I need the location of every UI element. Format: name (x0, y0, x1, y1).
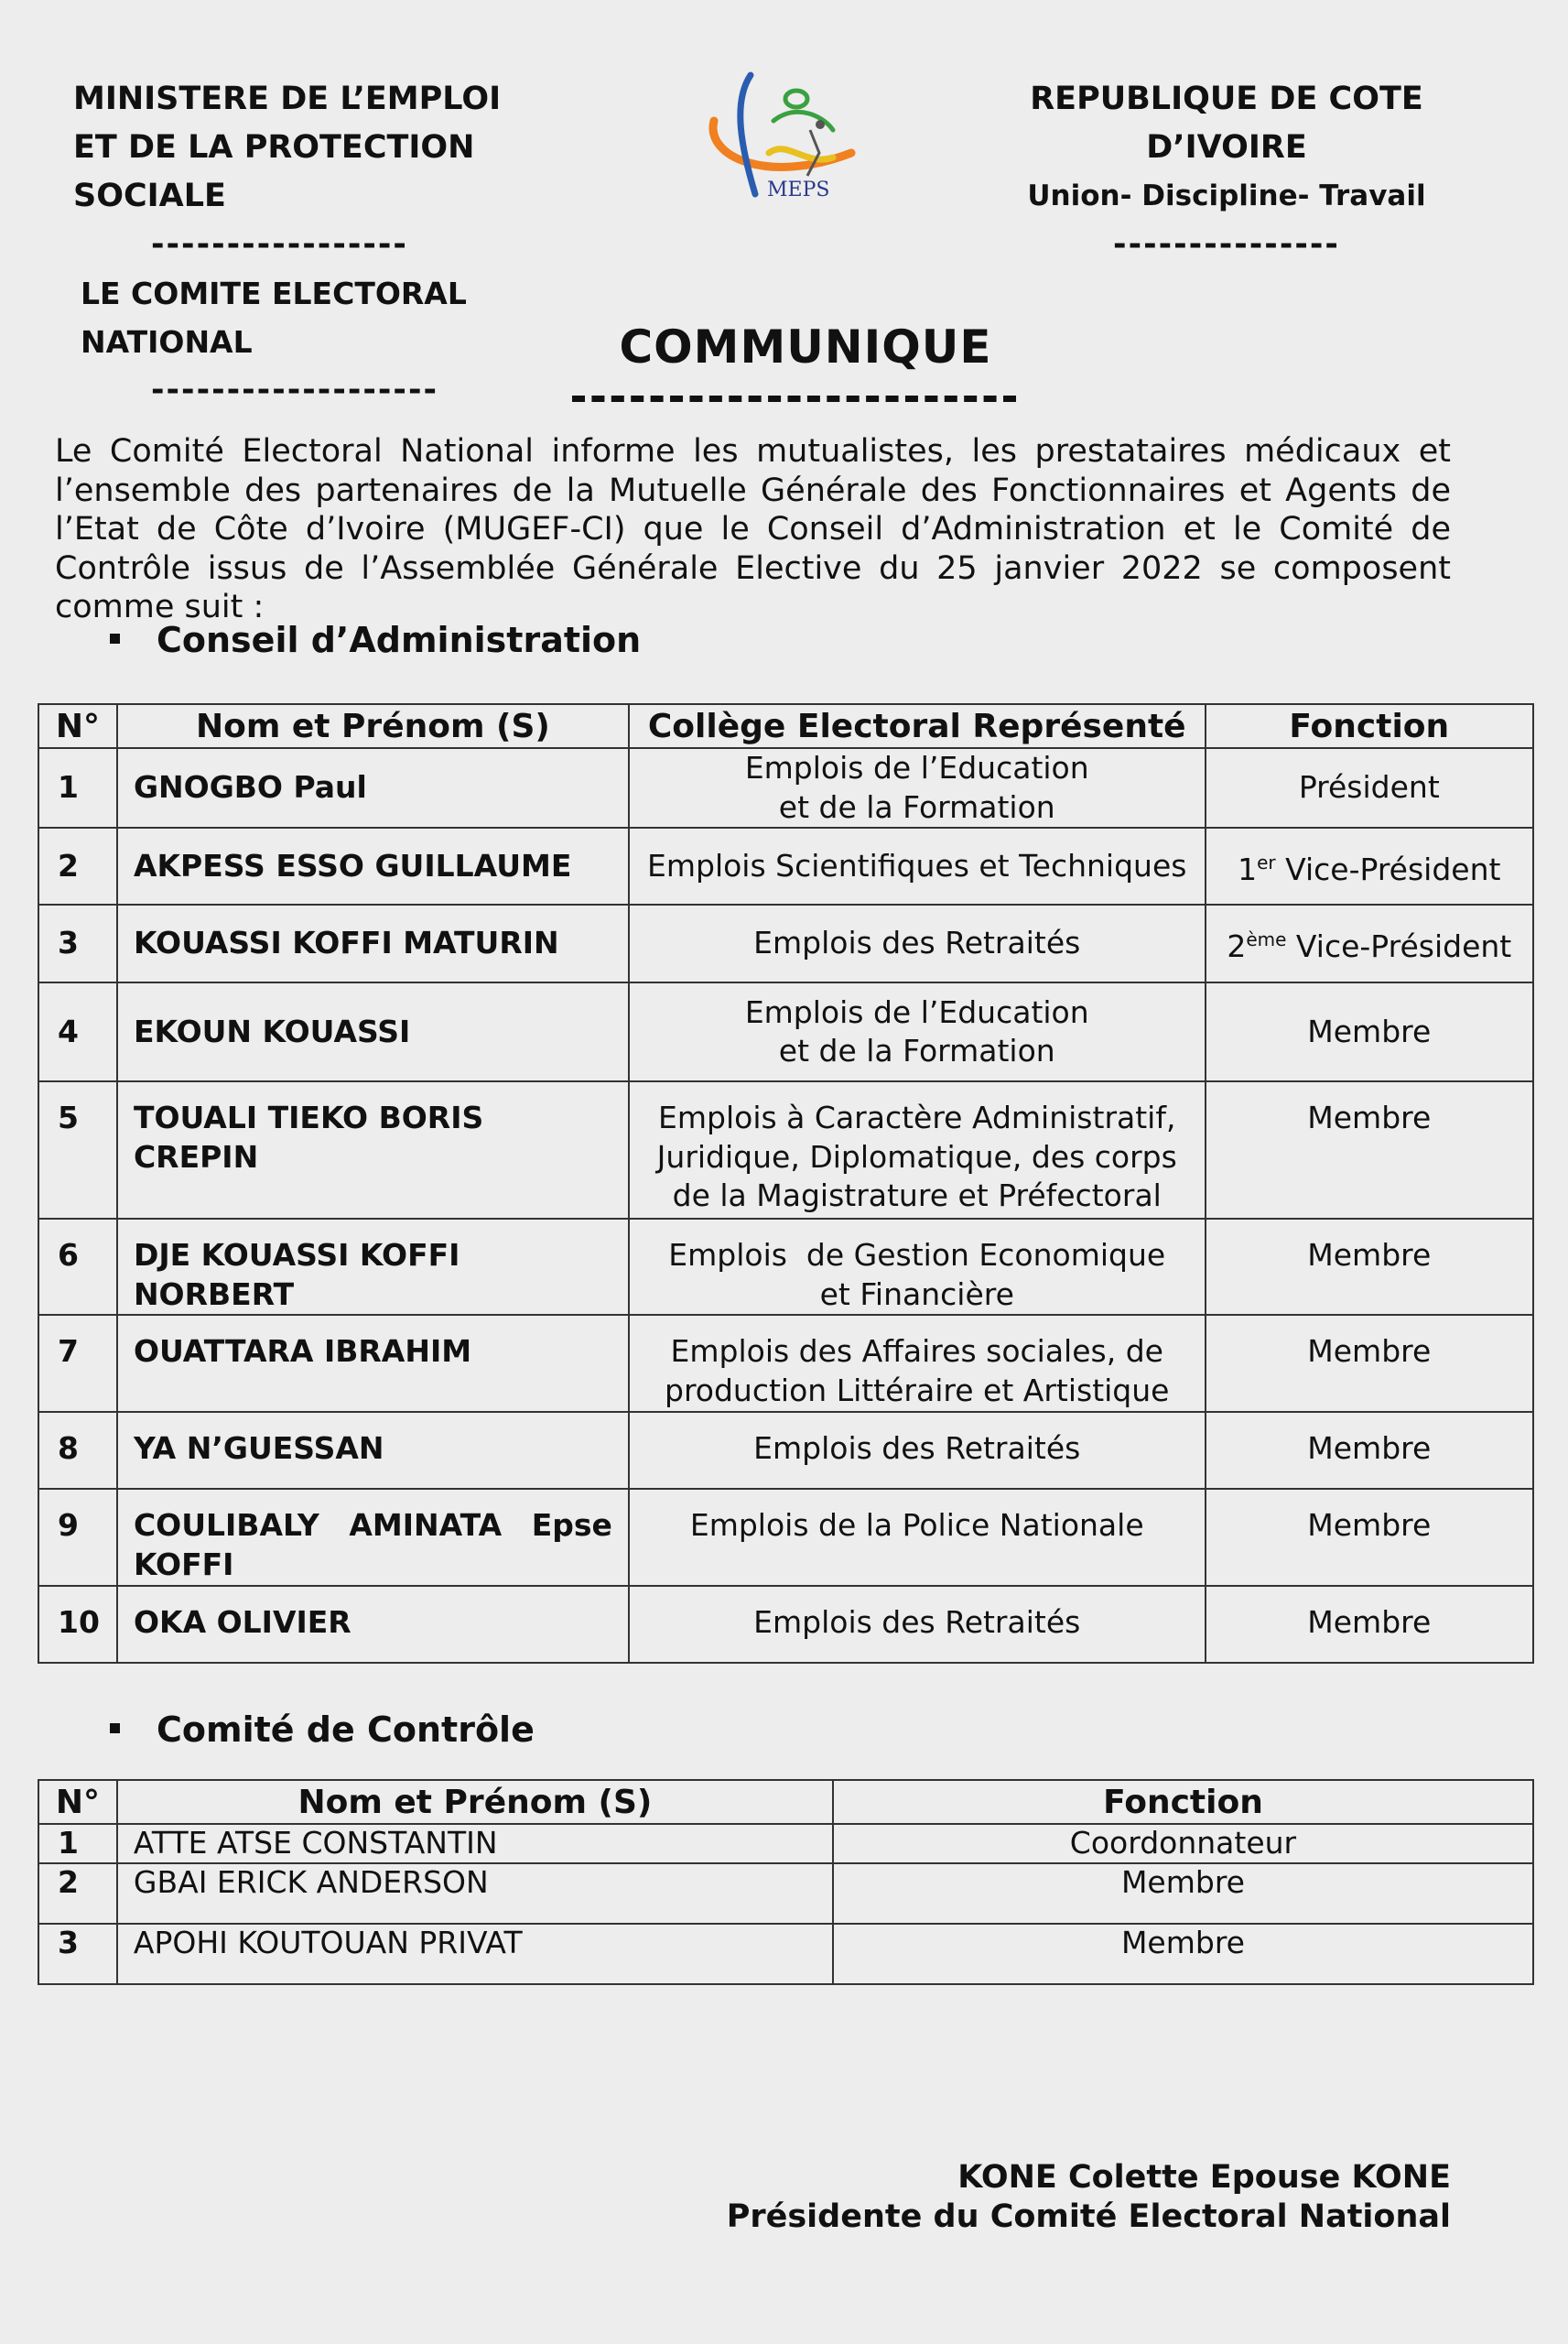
row-num: 1 (38, 748, 117, 828)
table-row (38, 1924, 1533, 1984)
row-name: YA N’GUESSAN (117, 1412, 629, 1489)
row-function: Membre (833, 1924, 1533, 1984)
college-line: et Financière (819, 1275, 1014, 1312)
row-college: Emplois des Retraités (629, 1586, 1206, 1663)
table-row (38, 748, 1533, 828)
table-row (38, 1412, 1533, 1489)
row-function: Membre (1206, 1412, 1533, 1489)
republic-separator: --------------- (1113, 226, 1340, 263)
bullet-icon (110, 1723, 120, 1733)
row-num: 6 (38, 1219, 117, 1315)
table-row (38, 1863, 1533, 1924)
row-college: Emplois Scientifiques et Techniques (629, 828, 1206, 905)
table-row (38, 1219, 1533, 1315)
row-num: 1 (38, 1824, 117, 1863)
ministry-line-1: MINISTERE DE L’EMPLOI (73, 81, 502, 117)
row-name: APOHI KOUTOUAN PRIVAT (117, 1924, 833, 1984)
row-num: 7 (38, 1315, 117, 1412)
row-num: 2 (38, 828, 117, 905)
row-name: DJE KOUASSI KOFFI NORBERT (117, 1219, 629, 1315)
college-line: de la Magistrature et Préfectoral (672, 1177, 1162, 1213)
table-row (38, 1586, 1533, 1663)
row-function: Membre (1206, 982, 1533, 1081)
table-row (38, 1489, 1533, 1586)
row-name: GNOGBO Paul (117, 748, 629, 828)
table-header-row (38, 704, 1533, 748)
section-title-controle (110, 1709, 535, 1750)
table-row (38, 1081, 1533, 1219)
table-row (38, 905, 1533, 982)
signature-block (727, 2158, 1451, 2237)
country-name: REPUBLIQUE DE COTE D’IVOIRE (1030, 81, 1423, 166)
table-row (38, 982, 1533, 1081)
national-motto: Union- Discipline- Travail (1027, 179, 1426, 212)
row-name: OUATTARA IBRAHIM (117, 1315, 629, 1412)
row-num: 9 (38, 1489, 117, 1586)
row-num: 8 (38, 1412, 117, 1489)
row-name: OKA OLIVIER (117, 1586, 629, 1663)
row-function: Membre (1206, 1081, 1533, 1219)
republic-header (952, 75, 1501, 269)
controle-table (38, 1779, 1534, 1985)
row-num: 4 (38, 982, 117, 1081)
table-row (38, 1315, 1533, 1412)
row-name: AKPESS ESSO GUILLAUME (117, 828, 629, 905)
row-college (629, 748, 1206, 828)
logo-text: MEPS (767, 179, 830, 201)
row-name: KOUASSI KOFFI MATURIN (117, 905, 629, 982)
row-function: 2ème Vice-Président (1206, 905, 1533, 982)
row-function: Membre (1206, 1219, 1533, 1315)
row-name: TOUALI TIEKO BORIS CREPIN (117, 1081, 629, 1219)
section-title-controle-label: Comité de Contrôle (157, 1709, 535, 1750)
row-college (629, 982, 1206, 1081)
row-num: 3 (38, 905, 117, 982)
row-college (629, 1219, 1206, 1315)
table-row (38, 1824, 1533, 1863)
college-line: et de la Formation (778, 1033, 1055, 1069)
row-num: 2 (38, 1863, 117, 1924)
row-college (629, 1081, 1206, 1219)
header-college: Collège Electoral Représenté (629, 704, 1206, 748)
row-function: Coordonnateur (833, 1824, 1533, 1863)
title-underline (572, 396, 1016, 402)
row-college: Emplois des Retraités (629, 1412, 1206, 1489)
intro-paragraph: Le Comité Electoral National informe les mutualistes, les prestataires médicaux et l’ensemble des partenaires de la Mutuelle Générale des Fonctionnaires et Agents de l’Etat de Côte d’Ivoire (MUGEF-CI) que le Conseil d’Administration et le Comité de Contrôle issus de l’Assemblée Générale Elective du 25 janvier 2022 se composent comme suit : (55, 433, 1451, 625)
section-title-conseil-label: Conseil d’Administration (157, 620, 642, 660)
row-name: EKOUN KOUASSI (117, 982, 629, 1081)
committee-separator: ------------------- (151, 372, 439, 408)
college-line: Emplois à Caractère Administratif, (658, 1100, 1176, 1135)
table-header-row (38, 1780, 1533, 1824)
committee-name: LE COMITE ELECTORAL NATIONAL (81, 276, 467, 360)
signatory-role: Présidente du Comité Electoral National (726, 2198, 1451, 2235)
header-num: N° (38, 1780, 117, 1824)
row-name: ATTE ATSE CONSTANTIN (117, 1824, 833, 1863)
row-function: Membre (1206, 1489, 1533, 1586)
row-name: COULIBALY AMINATA Epse KOFFI (117, 1489, 629, 1586)
row-name: GBAI ERICK ANDERSON (117, 1863, 833, 1924)
table-row (38, 828, 1533, 905)
college-line: Juridique, Diplomatique, des corps (656, 1138, 1177, 1175)
header-name: Nom et Prénom (S) (117, 704, 629, 748)
header-function: Fonction (833, 1780, 1533, 1824)
row-function: Président (1206, 748, 1533, 828)
row-college: Emplois des Retraités (629, 905, 1206, 982)
bullet-icon (110, 634, 120, 644)
row-num: 10 (38, 1586, 117, 1663)
conseil-table (38, 703, 1534, 1664)
row-function: Membre (1206, 1586, 1533, 1663)
row-function: Membre (833, 1863, 1533, 1924)
college-line: production Littéraire et Artistique (665, 1372, 1170, 1408)
row-function: Membre (1206, 1315, 1533, 1412)
row-college: Emplois de la Police Nationale (629, 1489, 1206, 1586)
ministry-separator: ----------------- (151, 226, 408, 263)
row-function: 1er Vice-Président (1206, 828, 1533, 905)
header-name: Nom et Prénom (S) (117, 1780, 833, 1824)
meps-logo (696, 66, 879, 212)
row-num: 5 (38, 1081, 117, 1219)
college-line: Emplois de l’Education (744, 750, 1089, 786)
college-line: Emplois de Gestion Economique (668, 1237, 1166, 1273)
header-num: N° (38, 704, 117, 748)
header-function: Fonction (1206, 704, 1533, 748)
college-line: Emplois de l’Education (744, 993, 1089, 1030)
row-num: 3 (38, 1924, 117, 1984)
college-line: Emplois des Affaires sociales, de (670, 1333, 1163, 1369)
section-title-conseil (110, 620, 641, 660)
college-line: et de la Formation (778, 788, 1055, 825)
row-college (629, 1315, 1206, 1412)
ministry-line-2: ET DE LA PROTECTION SOCIALE (73, 129, 475, 214)
page-title: COMMUNIQUE (619, 320, 992, 374)
signatory-name: KONE Colette Epouse KONE (957, 2159, 1451, 2196)
